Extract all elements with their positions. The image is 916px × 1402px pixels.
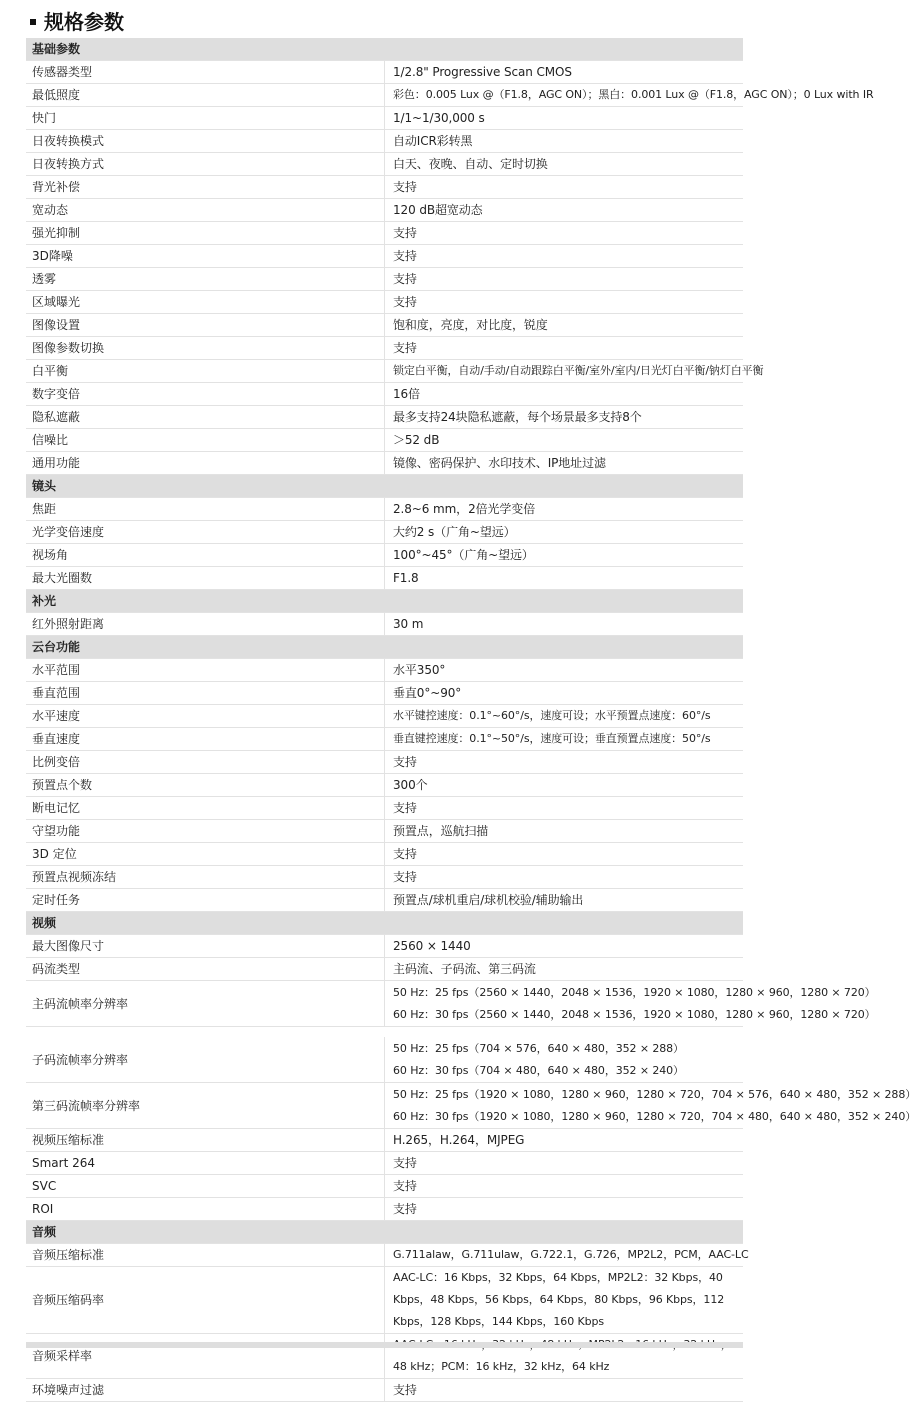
spec-row [26, 360, 743, 383]
spec-row [26, 84, 743, 107]
spec-key: 定时任务 [26, 889, 385, 912]
spec-row-multiline [26, 981, 743, 1027]
spec-row [26, 337, 743, 360]
spec-value: 最多支持24块隐私遮蔽，每个场景最多支持8个 [385, 406, 744, 429]
spec-key: 图像参数切换 [26, 337, 385, 360]
spec-value: 主码流、子码流、第三码流 [385, 958, 744, 981]
section-header-label: 音频 [26, 1221, 743, 1244]
spec-key: 视场角 [26, 544, 385, 567]
spec-value: 支持 [385, 1152, 744, 1175]
table-gap [26, 1027, 743, 1038]
spec-value: 120 dB超宽动态 [385, 199, 744, 222]
spec-key: 区域曝光 [26, 291, 385, 314]
spec-value-line: 50 Hz：25 fps（704 × 576，640 × 480，352 × 288） [393, 1042, 684, 1055]
spec-value [385, 1083, 916, 1129]
spec-value: 16倍 [385, 383, 744, 406]
spec-key: 环境噪声过滤 [26, 1379, 385, 1402]
section-header [26, 636, 743, 659]
spec-value: 支持 [385, 1198, 744, 1221]
spec-key: 快门 [26, 107, 385, 130]
spec-key: 红外照射距离 [26, 613, 385, 636]
spec-key: ROI [26, 1198, 385, 1221]
spec-key: 视频压缩标准 [26, 1129, 385, 1152]
spec-row [26, 153, 743, 176]
spec-row [26, 245, 743, 268]
spec-row [26, 1129, 743, 1152]
spec-value: 支持 [385, 337, 744, 360]
spec-row [26, 1152, 743, 1175]
spec-key: 强光抑制 [26, 222, 385, 245]
spec-value: 预置点，巡航扫描 [385, 820, 744, 843]
section-header [26, 475, 743, 498]
spec-value: 预置点/球机重启/球机校验/辅助输出 [385, 889, 744, 912]
spec-key: 3D降噪 [26, 245, 385, 268]
spec-key: 音频压缩标准 [26, 1244, 385, 1267]
spec-value-line: 60 Hz：30 fps（704 × 480，640 × 480，352 × 240） [393, 1063, 684, 1077]
spec-value: AAC-LC：16 Kbps，32 Kbps，64 Kbps，MP2L2：32 Kbps，40 Kbps，48 Kbps，56 Kbps，64 Kbps，80 Kbps，96 Kbps，112 Kbps，128 Kbps，144 Kbps，160 Kbps [385, 1267, 744, 1334]
spec-row [26, 613, 743, 636]
spec-key: 守望功能 [26, 820, 385, 843]
section-header-label: 视频 [26, 912, 743, 935]
spec-key: 宽动态 [26, 199, 385, 222]
spec-value: 白天、夜晚、自动、定时切换 [385, 153, 744, 176]
spec-key: 预置点视频冻结 [26, 866, 385, 889]
spec-row [26, 728, 743, 751]
spec-value [385, 1037, 744, 1083]
spec-value: 水平键控速度：0.1°~60°/s，速度可设；水平预置点速度：60°/s [385, 705, 744, 728]
spec-key: 日夜转换方式 [26, 153, 385, 176]
spec-value-line: 50 Hz：25 fps（2560 × 1440，2048 × 1536，1920 × 1080，1280 × 960，1280 × 720） [393, 986, 876, 999]
spec-value: 支持 [385, 866, 744, 889]
spec-value-line: 60 Hz：30 fps（1920 × 1080，1280 × 960，1280 × 720，704 × 480，640 × 480，352 × 240） [393, 1109, 916, 1123]
spec-value-line: 50 Hz：25 fps（1920 × 1080，1280 × 960，1280 × 720，704 × 576，640 × 480，352 × 288） [393, 1088, 916, 1101]
spec-value: ＞52 dB [385, 429, 744, 452]
spec-value: 镜像、密码保护、水印技术、IP地址过滤 [385, 452, 744, 475]
spec-value: 垂直键控速度：0.1°~50°/s，速度可设；垂直预置点速度：50°/s [385, 728, 744, 751]
title-bullet-icon [30, 19, 36, 25]
spec-row [26, 567, 743, 590]
spec-row [26, 751, 743, 774]
section-header [26, 912, 743, 935]
spec-row [26, 521, 743, 544]
spec-key: 第三码流帧率分辨率 [26, 1083, 385, 1129]
spec-key: 日夜转换模式 [26, 130, 385, 153]
spec-value: 1/2.8" Progressive Scan CMOS [385, 61, 744, 84]
spec-value: 100°~45°（广角~望远） [385, 544, 744, 567]
spec-key: 最大光圈数 [26, 567, 385, 590]
spec-key: 码流类型 [26, 958, 385, 981]
page-title-text: 规格参数 [44, 10, 124, 34]
spec-row [26, 1267, 743, 1334]
spec-value: 支持 [385, 751, 744, 774]
spec-row [26, 1198, 743, 1221]
spec-value: 2560 × 1440 [385, 935, 744, 958]
spec-row [26, 889, 743, 912]
spec-key: 隐私遮蔽 [26, 406, 385, 429]
spec-key: Smart 264 [26, 1152, 385, 1175]
spec-value: 支持 [385, 245, 744, 268]
spec-row [26, 130, 743, 153]
spec-row [26, 429, 743, 452]
spec-row [26, 1379, 743, 1402]
spec-row [26, 682, 743, 705]
spec-value [385, 981, 876, 1027]
spec-key: 子码流帧率分辨率 [26, 1037, 385, 1083]
spec-key: 比例变倍 [26, 751, 385, 774]
spec-row [26, 498, 743, 521]
spec-value: 支持 [385, 797, 744, 820]
spec-value: 锁定白平衡，自动/手动/自动跟踪白平衡/室外/室内/日光灯白平衡/钠灯白平衡 [385, 360, 744, 383]
spec-value: 饱和度，亮度，对比度，锐度 [385, 314, 744, 337]
section-header [26, 590, 743, 613]
spec-table [26, 38, 916, 1402]
spec-row [26, 1334, 743, 1379]
spec-row [26, 797, 743, 820]
spec-value: 1/1~1/30,000 s [385, 107, 744, 130]
spec-key: 光学变倍速度 [26, 521, 385, 544]
spec-key: 图像设置 [26, 314, 385, 337]
spec-value: H.265，H.264，MJPEG [385, 1129, 744, 1152]
spec-key: 数字变倍 [26, 383, 385, 406]
spec-row-multiline [26, 1037, 743, 1083]
spec-value-line: 60 Hz：30 fps（2560 × 1440，2048 × 1536，1920 × 1080，1280 × 960，1280 × 720） [393, 1007, 876, 1021]
spec-key: 传感器类型 [26, 61, 385, 84]
section-header [26, 38, 743, 61]
page-title [30, 8, 124, 36]
spec-value: F1.8 [385, 567, 744, 590]
spec-key: 断电记忆 [26, 797, 385, 820]
spec-row [26, 314, 743, 337]
spec-value: 300个 [385, 774, 744, 797]
spec-key: 主码流帧率分辨率 [26, 981, 385, 1027]
spec-row [26, 452, 743, 475]
spec-value: 彩色：0.005 Lux @（F1.8，AGC ON）；黑白：0.001 Lux @（F1.8，AGC ON）；0 Lux with IR [385, 84, 744, 107]
spec-key: 垂直范围 [26, 682, 385, 705]
spec-key: 音频采样率 [26, 1334, 385, 1379]
section-header-label: 镜头 [26, 475, 743, 498]
spec-key: 3D 定位 [26, 843, 385, 866]
spec-row [26, 774, 743, 797]
spec-row [26, 958, 743, 981]
spec-row [26, 866, 743, 889]
spec-key: SVC [26, 1175, 385, 1198]
spec-value: 垂直0°~90° [385, 682, 744, 705]
spec-value: G.711alaw，G.711ulaw，G.722.1，G.726，MP2L2，PCM，AAC-LC [385, 1244, 744, 1267]
spec-value: 支持 [385, 291, 744, 314]
spec-key: 水平速度 [26, 705, 385, 728]
spec-value: 支持 [385, 268, 744, 291]
spec-value: 2.8~6 mm，2倍光学变倍 [385, 498, 744, 521]
spec-value: 支持 [385, 176, 744, 199]
spec-key: 焦距 [26, 498, 385, 521]
spec-key: 白平衡 [26, 360, 385, 383]
spec-key: 水平范围 [26, 659, 385, 682]
spec-value: 大约2 s（广角~望远） [385, 521, 744, 544]
spec-key: 背光补偿 [26, 176, 385, 199]
spec-key: 最大图像尺寸 [26, 935, 385, 958]
spec-row [26, 1175, 743, 1198]
spec-row [26, 199, 743, 222]
spec-row [26, 268, 743, 291]
spec-key: 最低照度 [26, 84, 385, 107]
spec-row [26, 176, 743, 199]
spec-row [26, 1244, 743, 1267]
spec-row [26, 659, 743, 682]
spec-value: 支持 [385, 1379, 744, 1402]
spec-row [26, 544, 743, 567]
spec-row [26, 383, 743, 406]
spec-key: 垂直速度 [26, 728, 385, 751]
spec-value: 48 kHz；PCM：16 kHz，32 kHz，64 kHz [385, 1334, 744, 1379]
section-header [26, 1221, 743, 1244]
spec-value: 支持 [385, 222, 744, 245]
spec-row [26, 222, 743, 245]
spec-row [26, 820, 743, 843]
spec-row [26, 935, 743, 958]
spec-row [26, 705, 743, 728]
spec-key: 预置点个数 [26, 774, 385, 797]
spec-row [26, 61, 743, 84]
spec-key: 音频压缩码率 [26, 1267, 385, 1334]
section-header-label: 补光 [26, 590, 743, 613]
spec-value: 30 m [385, 613, 744, 636]
spec-value: 支持 [385, 1175, 744, 1198]
spec-key: 透雾 [26, 268, 385, 291]
next-section-strip [26, 1342, 743, 1348]
spec-key: 通用功能 [26, 452, 385, 475]
spec-row [26, 406, 743, 429]
spec-value: 水平350° [385, 659, 744, 682]
section-header-label: 基础参数 [26, 38, 743, 61]
spec-row-multiline [26, 1083, 743, 1129]
spec-value: 支持 [385, 843, 744, 866]
section-header-label: 云台功能 [26, 636, 743, 659]
spec-row [26, 843, 743, 866]
spec-row [26, 291, 743, 314]
spec-row [26, 107, 743, 130]
spec-key: 信噪比 [26, 429, 385, 452]
spec-value: 自动ICR彩转黑 [385, 130, 744, 153]
